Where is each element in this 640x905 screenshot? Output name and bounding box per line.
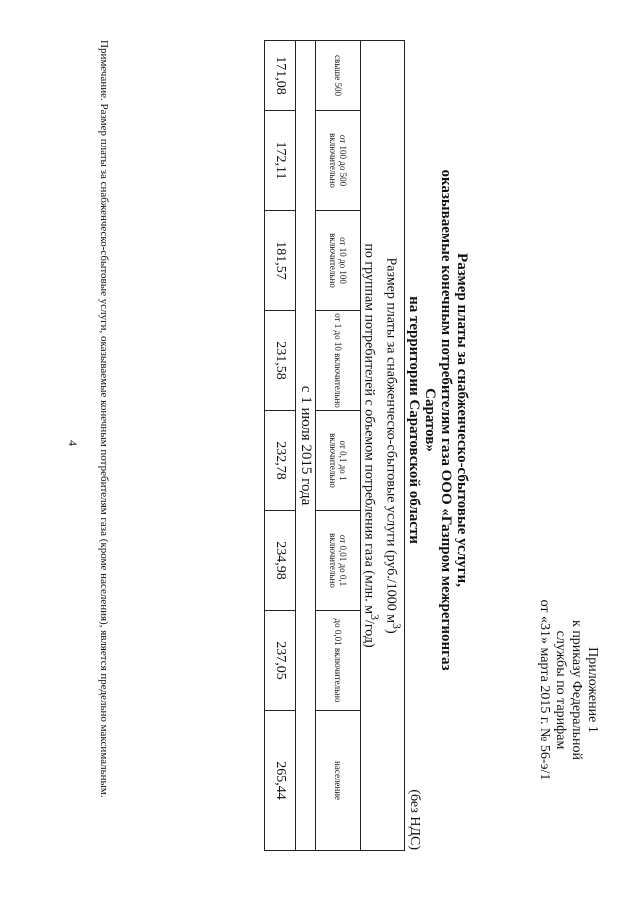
appendix-line: к приказу Федеральной: [569, 620, 584, 760]
column-header: до 0,01 включительно: [315, 611, 360, 711]
table-main-header: [360, 41, 404, 851]
title-line: оказываемые конечным потребителям газа ООО «Газпром межрегионгаз Саратов»: [422, 169, 454, 671]
appendix-header: [536, 530, 600, 850]
tariff-value: 171,08: [264, 41, 295, 111]
title-line: на территории Саратовской области: [406, 296, 422, 544]
header-line-1: Размер платы за снабженческо-сбытовые услуги (руб./1000 $м^3$): [383, 257, 403, 634]
column-header: население: [315, 711, 360, 851]
tariff-table: [264, 40, 405, 851]
tariff-value: 172,11: [264, 111, 295, 211]
tariff-value: 232,78: [264, 411, 295, 511]
footnote: Примечание. Размер платы за снабженческо-сбытовые услуги, оказываемые конечным потребителям газа (кроме населения), является предельно максимальным.: [98, 40, 110, 798]
tariff-value: 181,57: [264, 211, 295, 311]
title-line: Размер платы за снабженческо-сбытовые услуги,: [454, 253, 470, 587]
page-number: 4: [66, 440, 80, 446]
tariff-value: 234,98: [264, 511, 295, 611]
column-header: от 1 до 10 включительно: [315, 311, 360, 411]
tariff-value: 231,58: [264, 311, 295, 411]
appendix-line: Приложение 1: [585, 647, 600, 733]
period-row: с 1 июля 2015 года: [295, 41, 315, 851]
rotated-landscape-content: [40, 40, 600, 860]
vat-note: (без НДС): [407, 789, 422, 850]
tariff-value: 237,05: [264, 611, 295, 711]
column-header: от 10 до 100 включительно: [315, 211, 360, 311]
column-header: от 0,01 до 0,1 включительно: [315, 511, 360, 611]
column-header: от 100 до 500 включительно: [315, 111, 360, 211]
appendix-line: от «31» марта 2015 г. № 56-э/1: [537, 599, 552, 781]
header-line-2: по группам потребителей с объемом потребления газа (млн. $м^3/год$): [361, 243, 382, 648]
column-header: свыше 500: [315, 41, 360, 111]
column-header: от 0,1 до 1 включительно: [315, 411, 360, 511]
appendix-line: службы по тарифам: [553, 630, 568, 750]
tariff-value: 265,44: [264, 711, 295, 851]
document-title: [406, 160, 470, 680]
